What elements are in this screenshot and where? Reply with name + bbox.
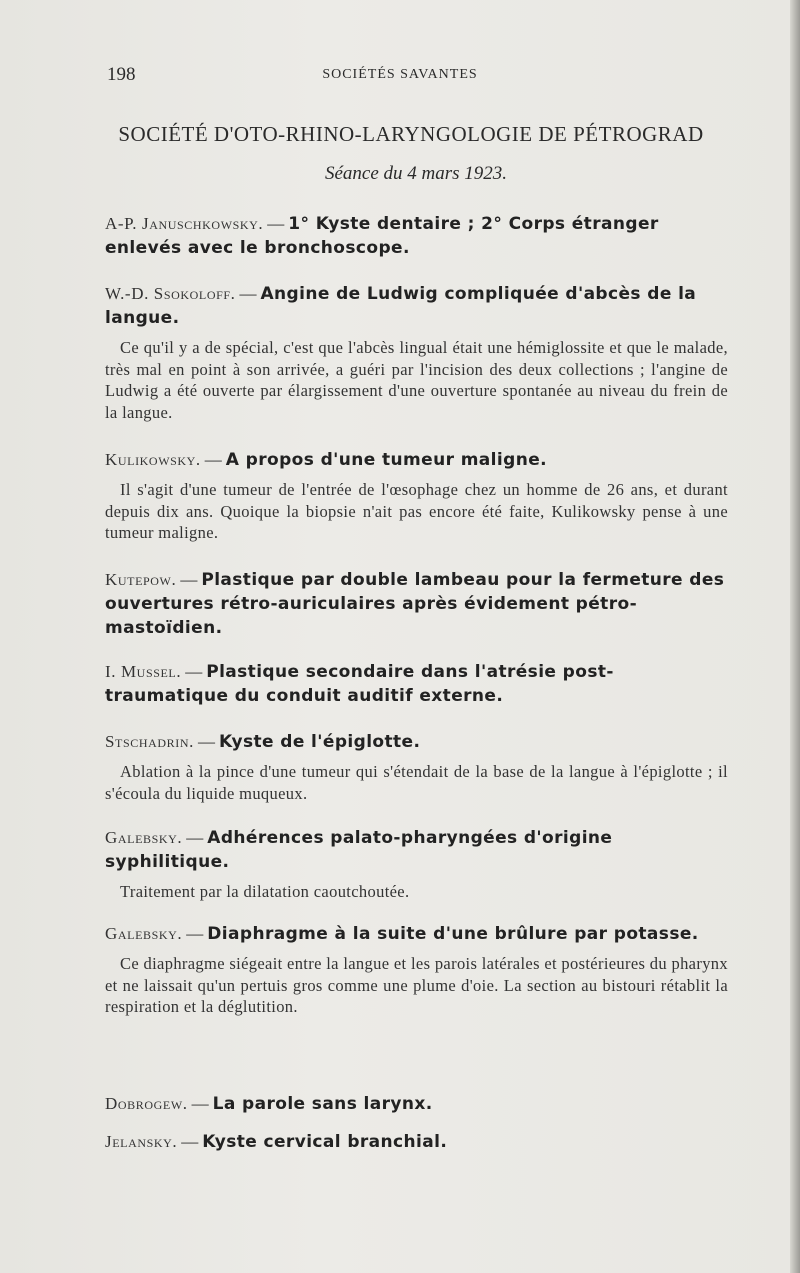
entry-author: W.-D. Ssokoloff. xyxy=(105,284,236,303)
entry-title: 1° Kyste dentaire ; 2° Corps étranger enlevés avec le bronchoscope. xyxy=(105,214,659,258)
entry-author: Stschadrin. xyxy=(105,732,194,751)
communication-entry xyxy=(105,922,728,1018)
communication-entry xyxy=(105,568,728,640)
entry-title: Kyste cervical branchial. xyxy=(202,1132,448,1152)
entry-title: A propos d'une tumeur maligne. xyxy=(225,450,547,470)
page-edge-shadow xyxy=(790,0,800,1273)
entry-author: Kutepow. xyxy=(105,570,177,589)
entry-dash: — xyxy=(197,732,215,751)
communication-entry xyxy=(105,826,728,903)
entry-title: Diaphragme à la suite d'une brûlure par potasse. xyxy=(207,924,699,944)
entry-title: La parole sans larynx. xyxy=(212,1094,433,1114)
entry-author: I. Mussel. xyxy=(105,662,182,681)
communication-entry xyxy=(105,1092,728,1116)
entry-body: Traitement par la dilatation caoutchoutée. xyxy=(120,882,410,901)
entry-dash: — xyxy=(239,284,257,303)
entry-author: A-P. Januschkowsky. xyxy=(105,214,264,233)
entry-body: Ce qu'il y a de spécial, c'est que l'abcès lingual était une hémiglossite et que le malade, très mal en point à son arrivée, a guéri par l'incision des deux collections ; l'angine de Ludwig a été ouverte par élargissement d'une ouverture spontanée au niveau du frein de la langue. xyxy=(105,338,728,422)
communication-entry xyxy=(105,448,728,544)
entry-dash: — xyxy=(191,1094,209,1113)
entry-dash: — xyxy=(186,828,204,847)
entry-title: Plastique secondaire dans l'atrésie post-traumatique du conduit auditif externe. xyxy=(105,662,614,706)
session-date: Séance du 4 mars 1923. xyxy=(324,163,508,184)
entry-author: Dobrogew. xyxy=(105,1094,188,1113)
entry-title: Adhérences palato-pharyngées d'origine syphilitique. xyxy=(105,828,613,872)
entry-author: Kulikowsky. xyxy=(105,450,201,469)
entry-dash: — xyxy=(180,570,198,589)
communication-entry xyxy=(105,660,728,708)
entry-author: Galebsky. xyxy=(105,924,183,943)
entry-dash: — xyxy=(204,450,222,469)
entry-title: Kyste de l'épiglotte. xyxy=(218,732,421,752)
communication-entry xyxy=(105,1130,728,1154)
entry-dash: — xyxy=(186,924,204,943)
entry-title: Plastique par double lambeau pour la fermeture des ouvertures rétro-auriculaires après évidement pétro-mastoïdien. xyxy=(105,570,725,638)
page-header xyxy=(0,64,800,88)
communication-entry xyxy=(105,730,728,804)
entry-body: Il s'agit d'une tumeur de l'entrée de l'œsophage chez un homme de 26 ans, et durant depuis dix ans. Quoique la biopsie n'ait pas encore été faite, Kulikowsky pense à une tumeur maligne. xyxy=(105,480,728,542)
entry-title: Angine de Ludwig compliquée d'abcès de la langue. xyxy=(105,284,697,328)
entry-dash: — xyxy=(181,1132,199,1151)
entry-body: Ce diaphragme siégeait entre la langue et les parois latérales et postérieures du pharynx et ne laissait qu'un pertuis gros comme une plume d'oie. La section au bistouri rétablit la respiration et la déglutition. xyxy=(105,954,728,1016)
entry-dash: — xyxy=(267,214,285,233)
entry-dash: — xyxy=(185,662,203,681)
society-heading: SOCIÉTÉ D'OTO-RHINO-LARYNGOLOGIE DE PÉTROGRAD xyxy=(118,122,704,146)
entry-author: Jelansky. xyxy=(105,1132,178,1151)
communication-entry xyxy=(105,282,728,423)
entry-body: Ablation à la pince d'une tumeur qui s'étendait de la base de la langue à l'épiglotte ; il s'écoula du liquide muqueux. xyxy=(105,762,728,803)
running-title: SOCIÉTÉS SAVANTES xyxy=(322,67,478,82)
communication-entry xyxy=(105,212,728,260)
entry-author: Galebsky. xyxy=(105,828,183,847)
page-number: 198 xyxy=(107,64,136,85)
